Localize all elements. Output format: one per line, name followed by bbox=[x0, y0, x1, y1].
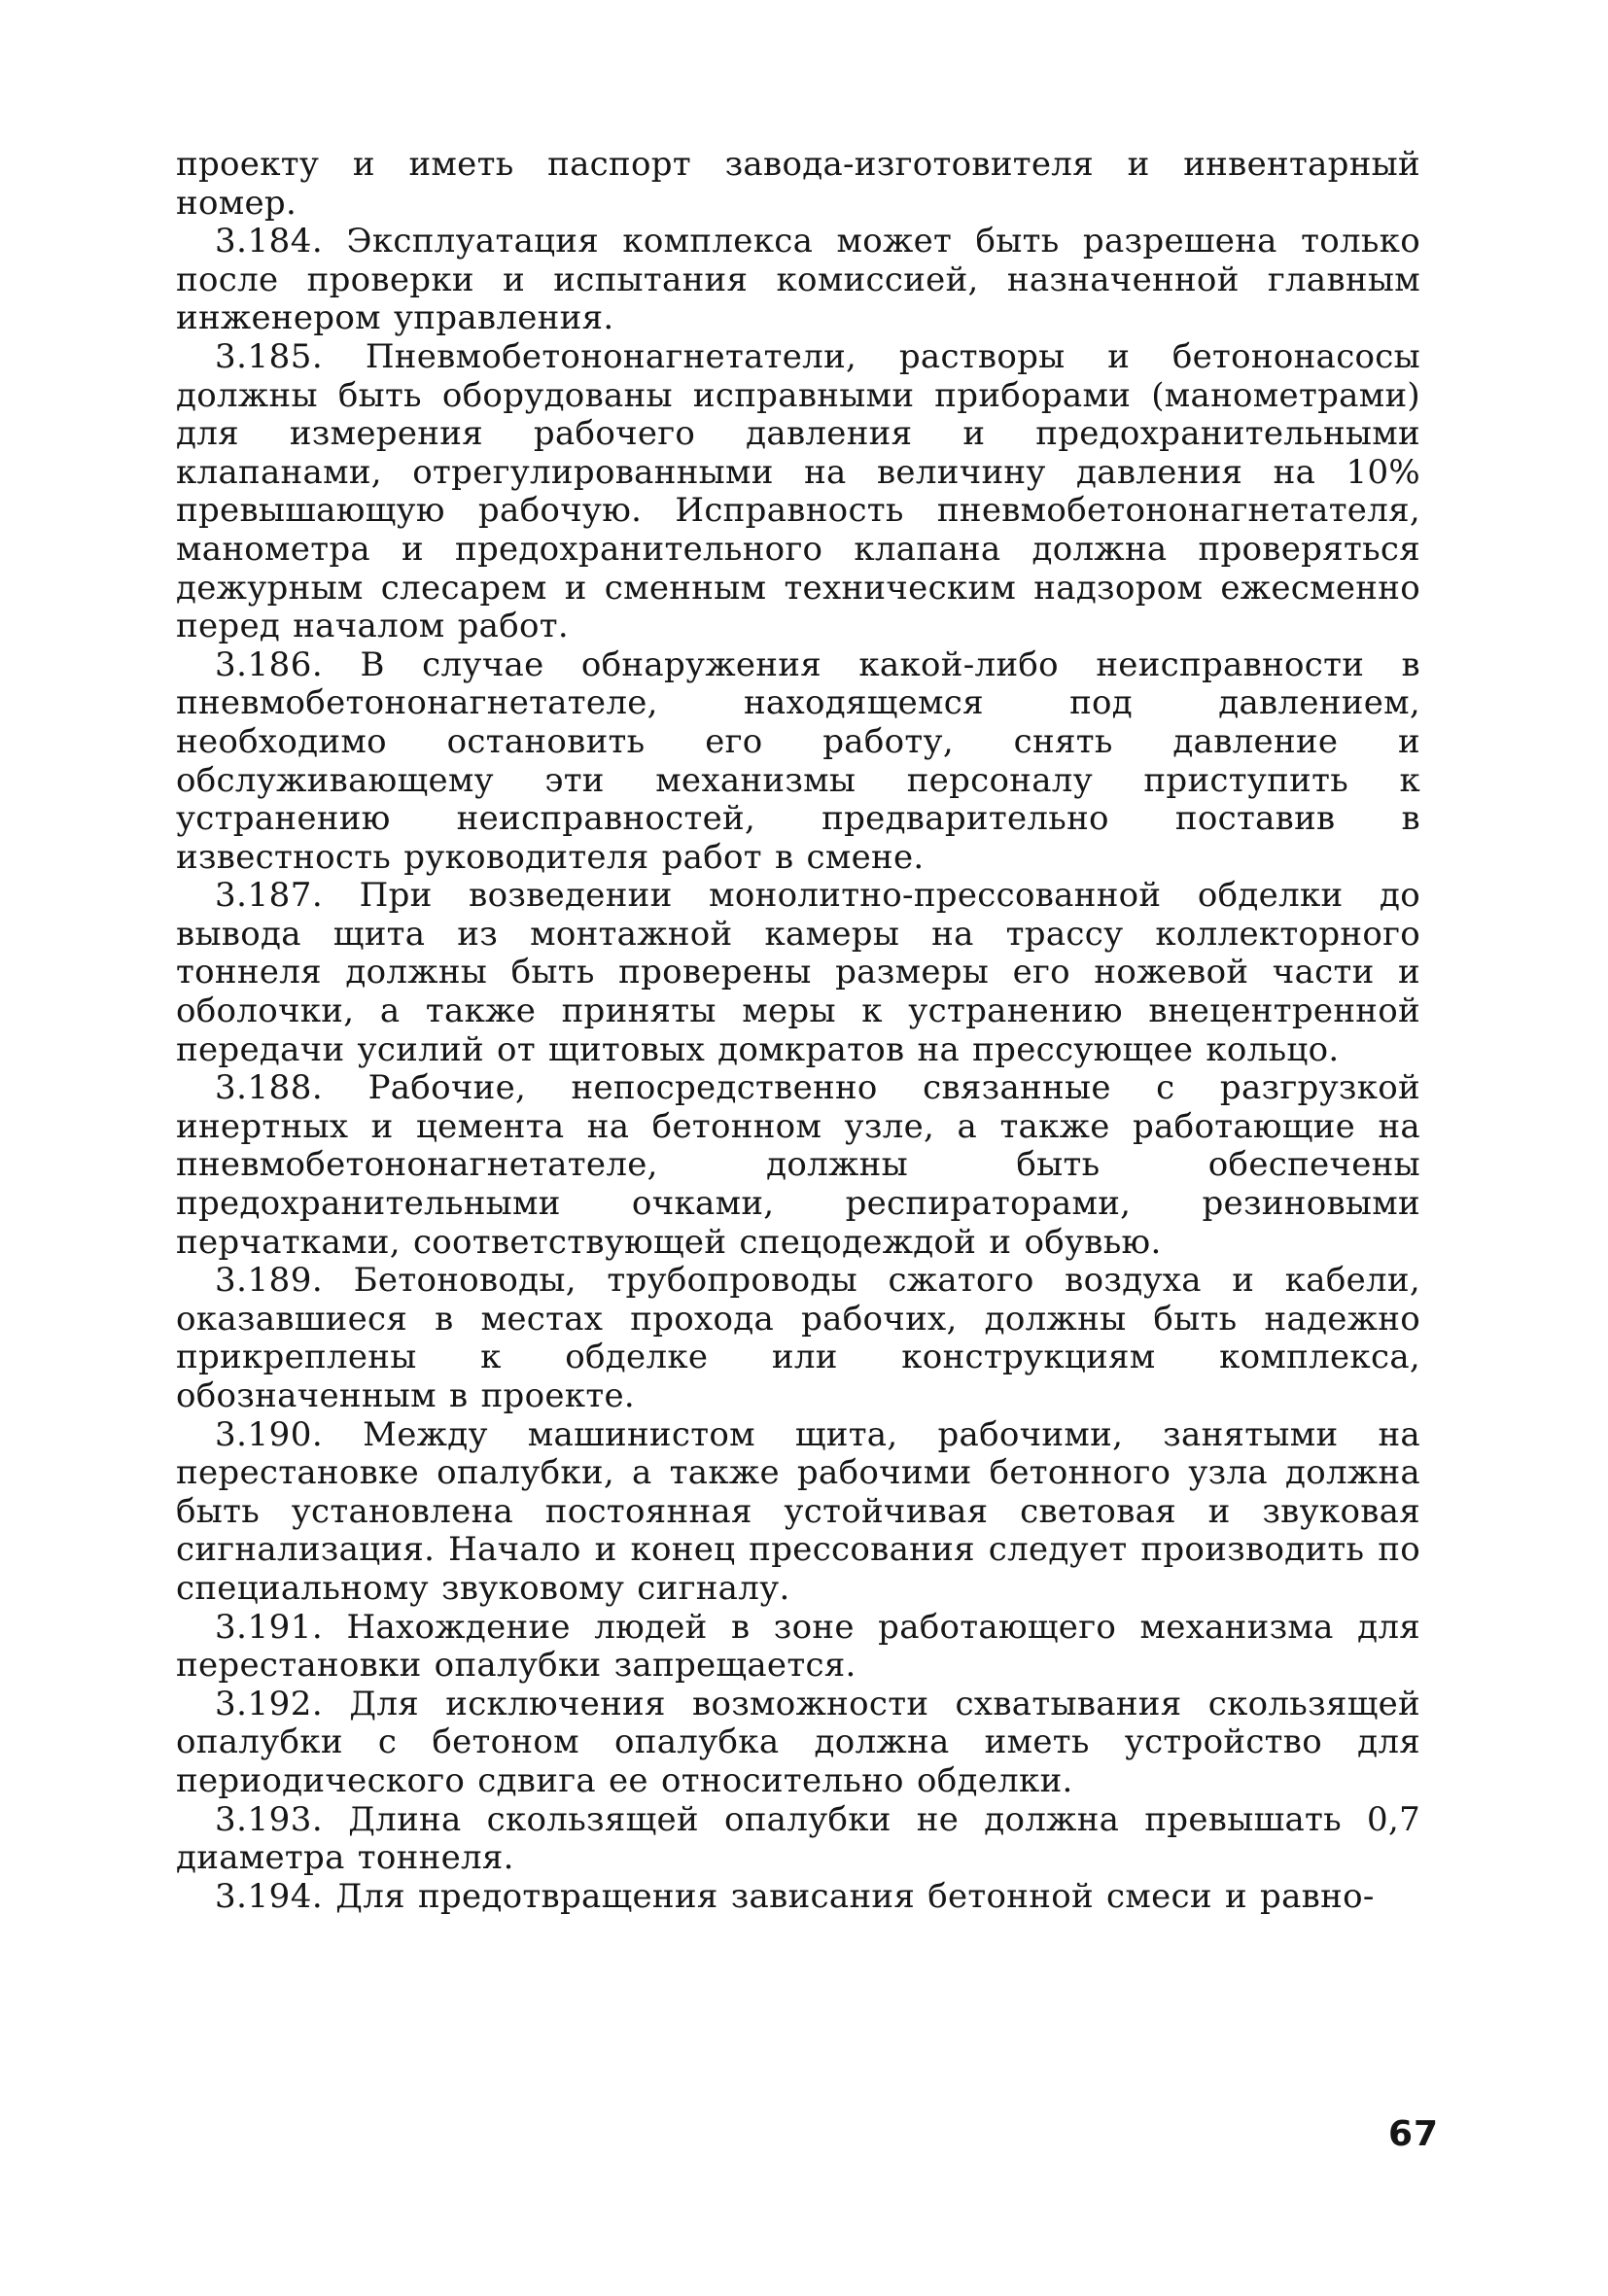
paragraph-3-184 bbox=[176, 223, 1420, 338]
paragraph-3-190 bbox=[176, 1416, 1420, 1609]
paragraph-text: Эксплуатация комплекса может быть разрешена только после проверки и испытания комиссией, назначенной главным инженером управления. bbox=[176, 222, 1420, 338]
paragraph-3-191 bbox=[176, 1609, 1420, 1686]
paragraph-text: В случае обнаружения какой-либо неисправности в пневмобетононагнетателе, находящемся под давлением, необходимо остановить его работу, снять давление и обслуживающему эти механизмы персоналу приступить к устранению неисправностей, предварительно поставив в известность руководителя работ в смене. bbox=[176, 644, 1420, 877]
paragraph-3-186 bbox=[176, 646, 1420, 878]
paragraph-number: 3.194. bbox=[215, 1876, 324, 1916]
paragraph-3-188 bbox=[176, 1069, 1420, 1262]
paragraph-number: 3.190. bbox=[215, 1414, 324, 1454]
paragraph-text: Для исключения возможности схватывания скользящей опалубки с бетоном опалубка должна иметь устройство для периодического сдвига ее относительно обделки. bbox=[176, 1684, 1421, 1800]
paragraph-text: Бетоноводы, трубопроводы сжатого воздуха и кабели, оказавшиеся в местах прохода рабочих, должны быть надежно прикреплены к обделке или конструкциям комплекса, обозначенным в проекте. bbox=[176, 1261, 1420, 1415]
paragraph-text: Длина скользящей опалубки не должна превышать 0,7 диаметра тоннеля. bbox=[176, 1799, 1421, 1878]
document-page bbox=[176, 146, 1420, 1916]
paragraph-3-185 bbox=[176, 338, 1420, 646]
paragraph-text: Между машинистом щита, рабочими, занятыми на перестановке опалубки, а также рабочими бетонного узла должна быть установлена постоянная устойчивая световая и звуковая сигнализация. Начало и конец прессования следует производить по специальному звуковому сигналу. bbox=[176, 1414, 1420, 1608]
paragraph-continued bbox=[176, 146, 1420, 223]
paragraph-3-194 bbox=[176, 1878, 1420, 1917]
paragraph-number: 3.186. bbox=[215, 644, 324, 684]
paragraph-text: проекту и иметь паспорт завода-изготовителя и инвентарный номер. bbox=[176, 145, 1420, 223]
paragraph-3-192 bbox=[176, 1686, 1420, 1801]
page-number: 67 bbox=[1388, 2114, 1440, 2154]
paragraph-3-189 bbox=[176, 1262, 1420, 1415]
paragraph-text: Нахождение людей в зоне работающего механизма для перестановки опалубки запрещается. bbox=[176, 1607, 1420, 1686]
paragraph-number: 3.189. bbox=[215, 1261, 324, 1301]
paragraph-number: 3.191. bbox=[215, 1607, 324, 1647]
paragraph-3-193 bbox=[176, 1801, 1420, 1878]
paragraph-text: Пневмобетононагнетатели, растворы и бетононасосы должны быть оборудованы исправными приборами (манометрами) для измерения рабочего давления и предохранительными клапанами, отрегулированными на величину давления на 10% превышающую рабочую. Исправность пневмобетононагнетателя, манометра и предохранительного клапана должна проверяться дежурным слесарем и сменным техническим надзором ежесменно перед началом работ. bbox=[176, 336, 1421, 646]
paragraph-number: 3.188. bbox=[215, 1068, 324, 1108]
paragraph-number: 3.187. bbox=[215, 876, 324, 916]
paragraph-text: Рабочие, непосредственно связанные с разгрузкой инертных и цемента на бетонном узле, а также работающие на пневмобетононагнетателе, должны быть обеспечены предохранительными очками, респираторами, резиновыми перчатками, соответствующей спецодеждой и обувью. bbox=[176, 1068, 1420, 1262]
paragraph-text: При возведении монолитно-прессованной обделки до вывода щита из монтажной камеры на трассу коллекторного тоннеля должны быть проверены размеры его ножевой части и оболочки, а также приняты меры к устранению внецентренной передачи усилий от щитовых домкратов на прессующее кольцо. bbox=[176, 876, 1420, 1069]
paragraph-number: 3.185. bbox=[215, 336, 324, 376]
paragraph-3-187 bbox=[176, 877, 1420, 1069]
paragraph-number: 3.184. bbox=[215, 222, 324, 261]
paragraph-number: 3.193. bbox=[215, 1799, 324, 1839]
paragraph-number: 3.192. bbox=[215, 1684, 324, 1723]
paragraph-text: Для предотвращения зависания бетонной смеси и равно- bbox=[335, 1876, 1375, 1916]
